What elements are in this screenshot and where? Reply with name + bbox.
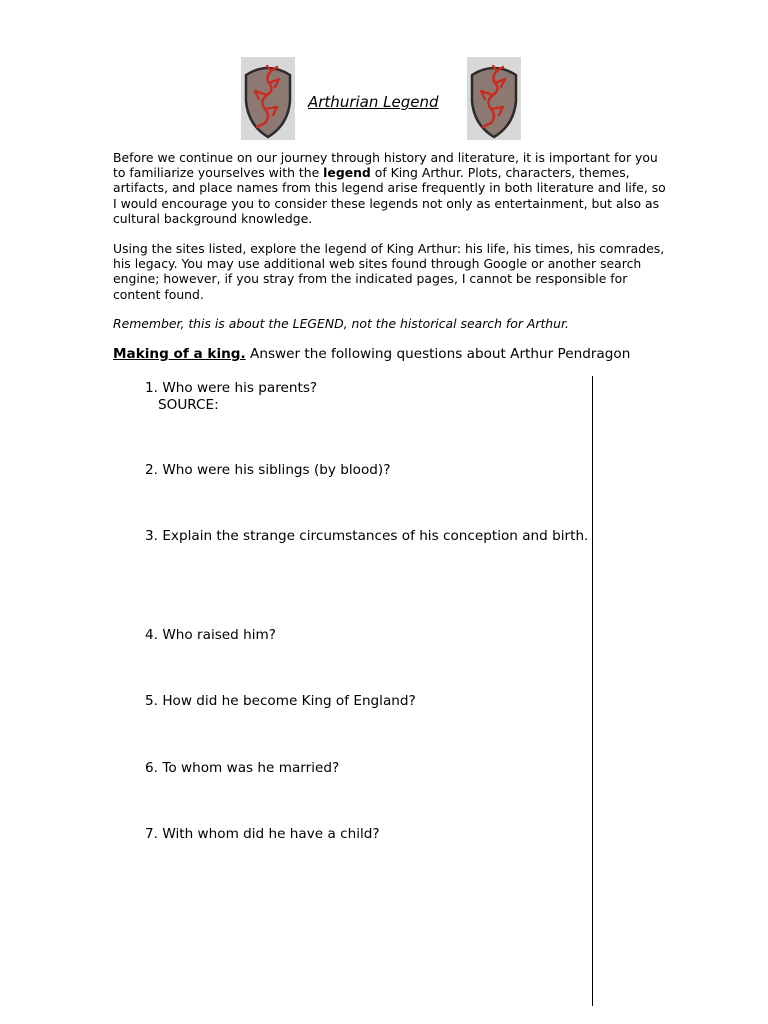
question-text: Explain the strange circumstances of his conception and birth. (162, 528, 589, 544)
question-number: 1. (145, 380, 158, 396)
section-instruction: Answer the following questions about Arthur Pendragon (245, 346, 631, 362)
question-text: How did he become King of England? (162, 693, 416, 709)
section-heading (113, 346, 693, 362)
legend-emphasis: legend (323, 165, 371, 181)
source-label: SOURCE: (158, 397, 219, 413)
question-number: 5. (145, 693, 158, 709)
question-text: To whom was he married? (162, 760, 340, 776)
answer-column-divider (592, 376, 593, 1006)
instructions-paragraph: Using the sites listed, explore the legend of King Arthur: his life, his times, his comrades, his legacy. You may use additional web sites found through Google or another search engine; however, if you stray from the indicated pages, I cannot be responsible for content found. (113, 241, 665, 302)
section-title: Making of a king. (113, 346, 246, 362)
question-text: Who were his parents? (162, 380, 318, 396)
question-item (133, 693, 416, 710)
question-item (133, 760, 339, 777)
page-title: Arthurian Legend (308, 93, 439, 111)
question-text: Who were his siblings (by blood)? (162, 462, 391, 478)
question-item (133, 462, 390, 479)
question-item (133, 826, 380, 843)
question-number: 7. (145, 826, 158, 842)
question-number: 3. (145, 528, 158, 544)
intro-text: of King Arthur. Plots, characters, themes, artifacts, and place names from this legend arise frequently in both literature and life, so I would encourage you to consider these legends not only as entertainment, but also as cultural background knowledge. (113, 165, 666, 226)
intro-paragraph (113, 150, 668, 226)
question-number: 2. (145, 462, 158, 478)
dragon-shield-icon (467, 57, 521, 140)
question-item (133, 627, 276, 644)
question-number: 4. (145, 627, 158, 643)
question-item (133, 380, 317, 414)
dragon-shield-icon (241, 57, 295, 140)
question-number: 6. (145, 760, 158, 776)
question-text: Who raised him? (162, 627, 276, 643)
reminder-note: Remember, this is about the LEGEND, not the historical search for Arthur. (113, 316, 569, 331)
question-item (133, 528, 588, 545)
question-text: With whom did he have a child? (162, 826, 380, 842)
intro-text: Before we continue on our journey through history and literature, it is important for you to familiarize yourselves with the (113, 150, 658, 181)
